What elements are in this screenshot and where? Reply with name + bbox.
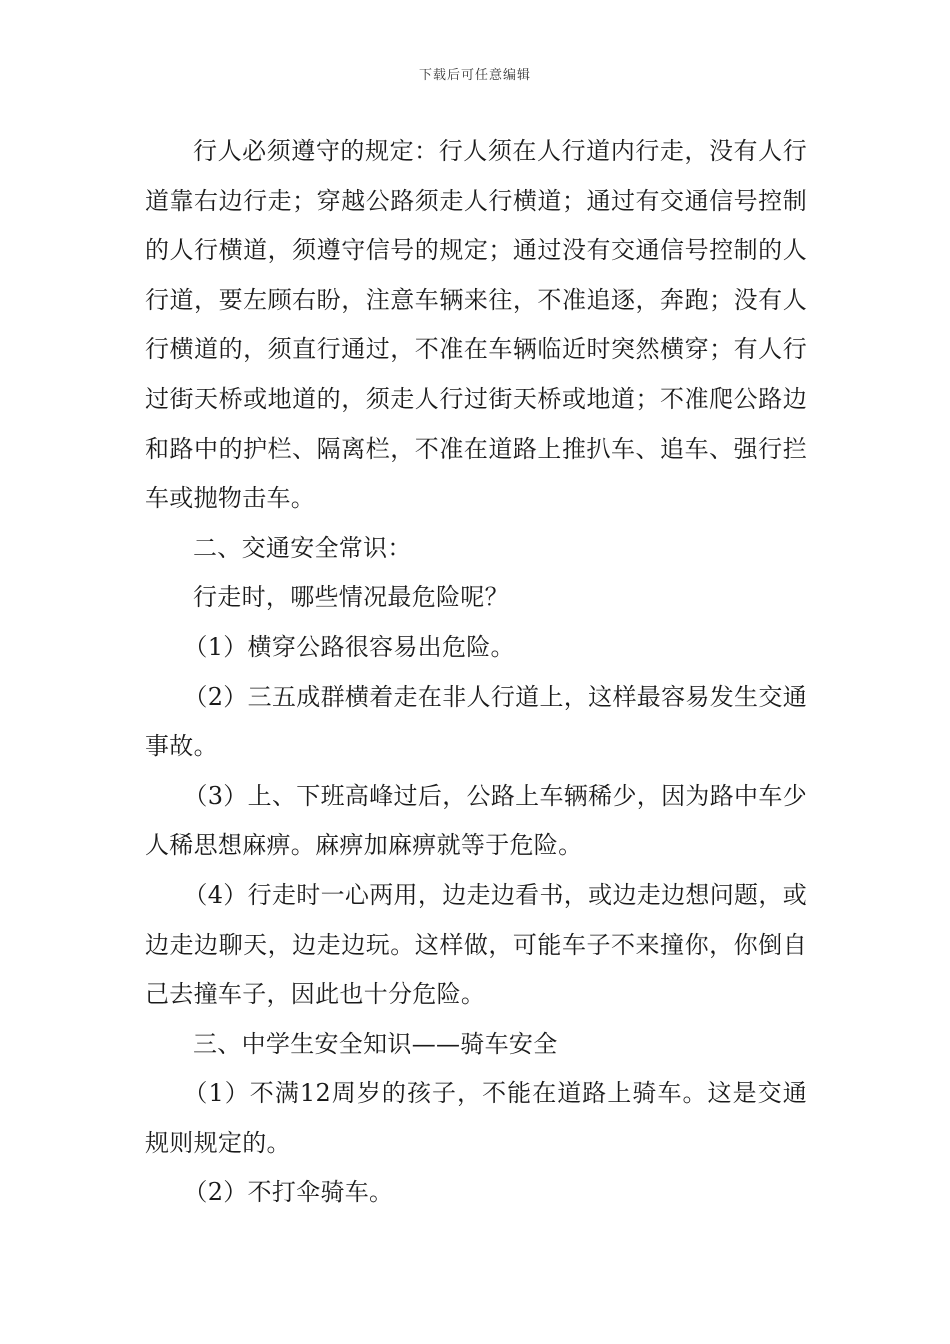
paragraph-question: 行走时，哪些情况最危险呢？ xyxy=(193,583,509,612)
list-item-cycling-1: （1）不满12周岁的孩子，不能在道路上骑车。这是交通规则规定的。 xyxy=(145,1079,807,1157)
list-item-4: （4）行走时一心两用，边走边看书，或边走边想问题，或边走边聊天，边走边玩。这样做，可能车子不来撞你，你倒自己去撞车子，因此也十分危险。 xyxy=(145,880,807,1009)
section-heading-cycling-safety: 三、中学生安全知识——骑车安全 xyxy=(193,1029,558,1058)
document-body xyxy=(145,127,807,1218)
page-header: 下载后可任意编辑 xyxy=(418,68,531,83)
list-item-3: （3）上、下班高峰过后，公路上车辆稀少，因为路中车少人稀思想麻痹。麻痹加麻痹就等于危险。 xyxy=(145,781,807,860)
list-item-1: （1）横穿公路很容易出危险。 xyxy=(183,632,515,661)
section-heading-traffic-safety: 二、交通安全常识： xyxy=(193,533,412,562)
list-item-cycling-2: （2）不打伞骑车。 xyxy=(183,1178,394,1207)
list-item-2: （2）三五成群横着走在非人行道上，这样最容易发生交通事故。 xyxy=(145,682,807,761)
paragraph-pedestrian-rules: 行人必须遵守的规定：行人须在人行道内行走，没有人行道靠右边行走；穿越公路须走人行横道；通过有交通信号控制的人行横道，须遵守信号的规定；通过没有交通信号控制的人行道，要左顾右盼，注意车辆来往，不准追逐，奔跑；没有人行横道的，须直行通过，不准在车辆临近时突然横穿；有人行过街天桥或地道的，须走人行过街天桥或地道；不准爬公路边和路中的护栏、隔离栏，不准在道路上推扒车、追车、强行拦车或抛物击车。 xyxy=(145,137,807,513)
